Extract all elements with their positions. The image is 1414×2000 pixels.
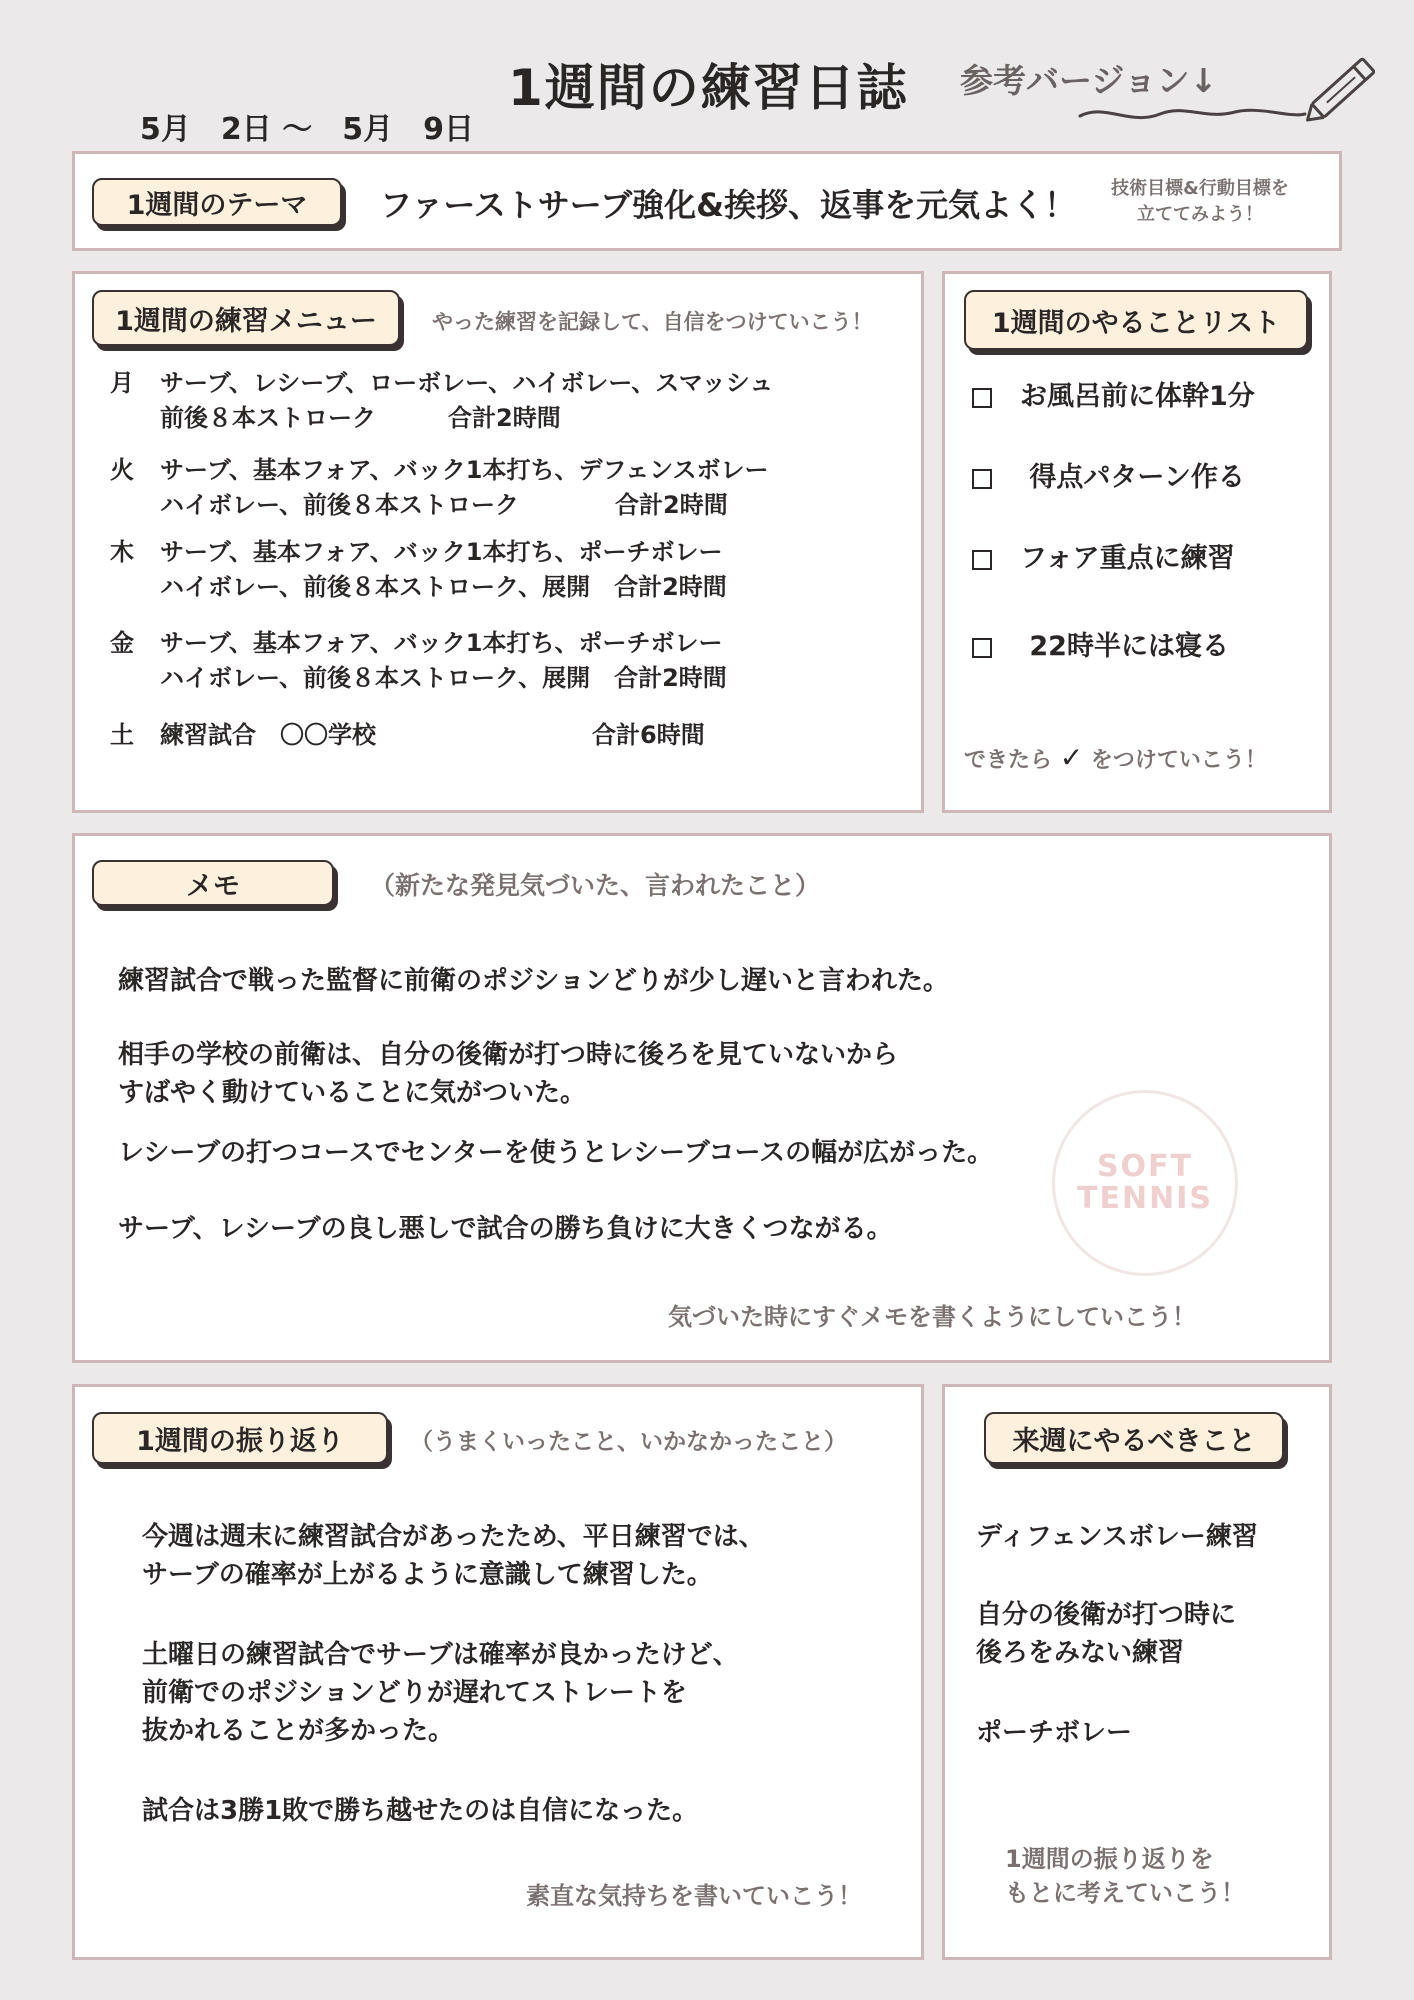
todo-item[interactable] [972, 374, 1255, 413]
pencil-icon [1075, 48, 1375, 138]
practice-menu-tag: 1週間の練習メニュー [92, 290, 400, 346]
review-line[interactable]: サーブの確率が上がるように意識して練習した。 [142, 1560, 713, 1590]
memo-line[interactable]: サーブ、レシーブの良し悪しで試合の勝ち負けに大きくつながる。 [118, 1214, 893, 1244]
todo-label: 22時半には寝る [1020, 631, 1229, 662]
menu-line: サーブ、基本フォア、バック1本打ち、デフェンスボレー [160, 456, 769, 484]
checkbox-icon[interactable] [972, 550, 992, 570]
next-week-line[interactable]: 自分の後衛が打つ時に [976, 1600, 1237, 1630]
review-subtitle: （うまくいったこと、いかなかったこと） [410, 1429, 847, 1455]
menu-line: 前後８本ストローク 合計2時間 [160, 404, 561, 432]
menu-line: サーブ、基本フォア、バック1本打ち、ポーチボレー [160, 538, 723, 566]
day-label: 火 [110, 456, 134, 484]
day-label: 金 [110, 629, 134, 657]
checkbox-icon[interactable] [972, 469, 992, 489]
theme-hint [1100, 176, 1300, 228]
next-week-tag: 来週にやるべきこと [984, 1412, 1284, 1464]
practice-menu-hint: やった練習を記録して、自信をつけていこう！ [432, 310, 873, 334]
checkbox-icon[interactable] [972, 638, 992, 658]
theme-hint-line: 技術目標&行動目標を [1111, 178, 1289, 199]
todo-label: フォア重点に練習 [1020, 543, 1235, 574]
day-label: 月 [110, 369, 134, 397]
memo-hint: 気づいた時にすぐメモを書くようにしていこう！ [668, 1303, 1196, 1331]
menu-line: サーブ、レシーブ、ローボレー、ハイボレー、スマッシュ [160, 369, 774, 397]
review-hint: 素直な気持ちを書いていこう！ [526, 1882, 862, 1910]
memo-line[interactable]: すばやく動けていることに気がついた。 [118, 1078, 587, 1108]
menu-line: サーブ、基本フォア、バック1本打ち、ポーチボレー [160, 629, 723, 657]
menu-line: ハイボレー、前後８本ストローク、展開 合計2時間 [160, 573, 727, 601]
review-line[interactable]: 今週は週末に練習試合があったため、平日練習では、 [142, 1522, 765, 1552]
theme-tag: 1週間のテーマ [92, 178, 342, 226]
memo-subtitle: （新たな発見気づいた、言われたこと） [370, 871, 821, 900]
todo-item[interactable] [972, 536, 1235, 575]
next-week-line[interactable]: 後ろをみない練習 [976, 1638, 1185, 1668]
review-line[interactable]: 土曜日の練習試合でサーブは確率が良かったけど、 [142, 1640, 739, 1670]
menu-line: ハイボレー、前後８本ストローク 合計2時間 [160, 491, 728, 519]
menu-line: 練習試合 〇〇学校 合計6時間 [160, 721, 705, 749]
page-title: 1週間の練習日誌 [508, 59, 909, 117]
review-line[interactable]: 抜かれることが多かった。 [142, 1716, 455, 1746]
memo-line[interactable]: 練習試合で戦った監督に前衛のポジションどりが少し遅いと言われた。 [118, 966, 949, 996]
theme-hint-line: 立ててみよう！ [1137, 204, 1263, 225]
next-week-hint: 1週間の振り返りを もとに考えていこう！ [1005, 1845, 1245, 1907]
next-week-line[interactable]: ディフェンスボレー練習 [976, 1522, 1258, 1552]
memo-tag: メモ [92, 860, 334, 906]
stamp-text: SOFT [1096, 1149, 1194, 1184]
menu-line: ハイボレー、前後８本ストローク、展開 合計2時間 [160, 664, 727, 692]
review-line[interactable]: 試合は3勝1敗で勝ち越せたのは自信になった。 [142, 1796, 699, 1826]
next-week-line[interactable]: ポーチボレー [976, 1718, 1133, 1748]
review-line[interactable]: 前衛でのポジションどりが遅れてストレートを [142, 1678, 687, 1708]
todo-label: 得点パターン作る [1020, 462, 1245, 493]
day-label: 土 [110, 721, 134, 749]
reference-version-label: 参考バージョン↓ [960, 61, 1218, 100]
todo-tag: 1週間のやることリスト [964, 290, 1308, 350]
soft-tennis-stamp [1052, 1090, 1238, 1276]
theme-text[interactable]: ファーストサーブ強化&挨拶、返事を元気よく！ [380, 186, 1077, 224]
memo-line[interactable]: 相手の学校の前衛は、自分の後衛が打つ時に後ろを見ていないから [118, 1040, 899, 1070]
check-mark-icon: ✓ [1059, 741, 1084, 774]
memo-line[interactable]: レシーブの打つコースでセンターを使うとレシーブコースの幅が広がった。 [118, 1138, 994, 1168]
todo-hint-text: できたら [964, 748, 1053, 773]
checkbox-icon[interactable] [972, 388, 992, 408]
date-range: 5月 2日 〜 5月 9日 [140, 112, 474, 147]
todo-label: お風呂前に体幹1分 [1020, 381, 1255, 412]
todo-item[interactable] [972, 455, 1245, 494]
review-tag: 1週間の振り返り [92, 1412, 388, 1464]
day-label: 木 [110, 538, 134, 566]
todo-hint [964, 741, 1267, 774]
todo-item[interactable] [972, 624, 1229, 663]
todo-hint-text: をつけていこう！ [1090, 748, 1267, 773]
stamp-text: TENNIS [1077, 1181, 1213, 1216]
